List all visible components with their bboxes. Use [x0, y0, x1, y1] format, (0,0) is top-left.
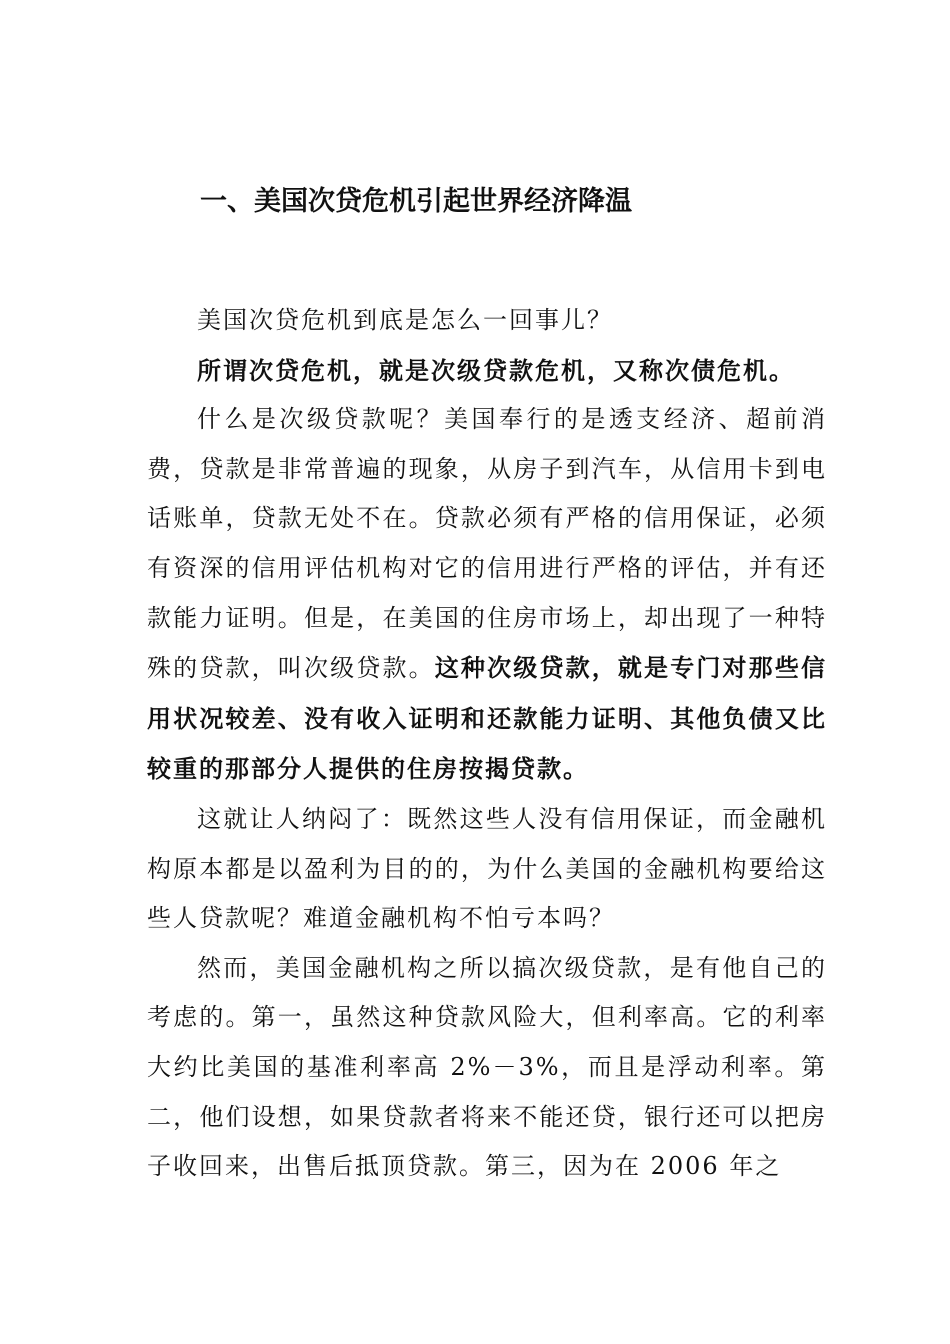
paragraph-definition: 所谓次贷危机，就是次级贷款危机，又称次债危机。	[197, 355, 795, 385]
paragraph-emphasis: 这种次级贷款，就是专门对那些信用状况较差、没有收入证明和还款能力证明、其他负债又比较重的那部分人提供的住房按揭贷款。	[147, 653, 828, 784]
paragraph-text: 什么是次级贷款呢？美国奉行的是透支经济、超前消费，贷款是非常普遍的现象，从房子到汽车，从信用卡到电话账单，贷款无处不在。贷款必须有严格的信用保证，必须有资深的信用评估机构对它的信用进行严格的评估，并有还款能力证明。但是，在美国的住房市场上，却出现了一种特殊的贷款，叫次级贷款。	[147, 405, 827, 683]
section-heading: 一、美国次贷危机引起世界经济降温	[200, 186, 632, 217]
document-body	[147, 296, 827, 1192]
paragraph-question: 美国次贷危机到底是怎么一回事儿？	[197, 306, 613, 334]
paragraph-subprime-explanation	[147, 395, 827, 795]
paragraph-reasons: 然而，美国金融机构之所以搞次级贷款，是有他自己的考虑的。第一，虽然这种贷款风险大，但利率高。它的利率大约比美国的基准利率高 2%－3%，而且是浮动利率。第二，他们设想，如果贷款者将来不能还贷，银行还可以把房子收回来，出售后抵顶贷款。第三，因为在 2006 年之	[147, 953, 827, 1181]
paragraph-puzzle: 这就让人纳闷了：既然这些人没有信用保证，而金融机构原本都是以盈利为目的的，为什么美国的金融机构要给这些人贷款呢？难道金融机构不怕亏本吗？	[147, 804, 827, 933]
